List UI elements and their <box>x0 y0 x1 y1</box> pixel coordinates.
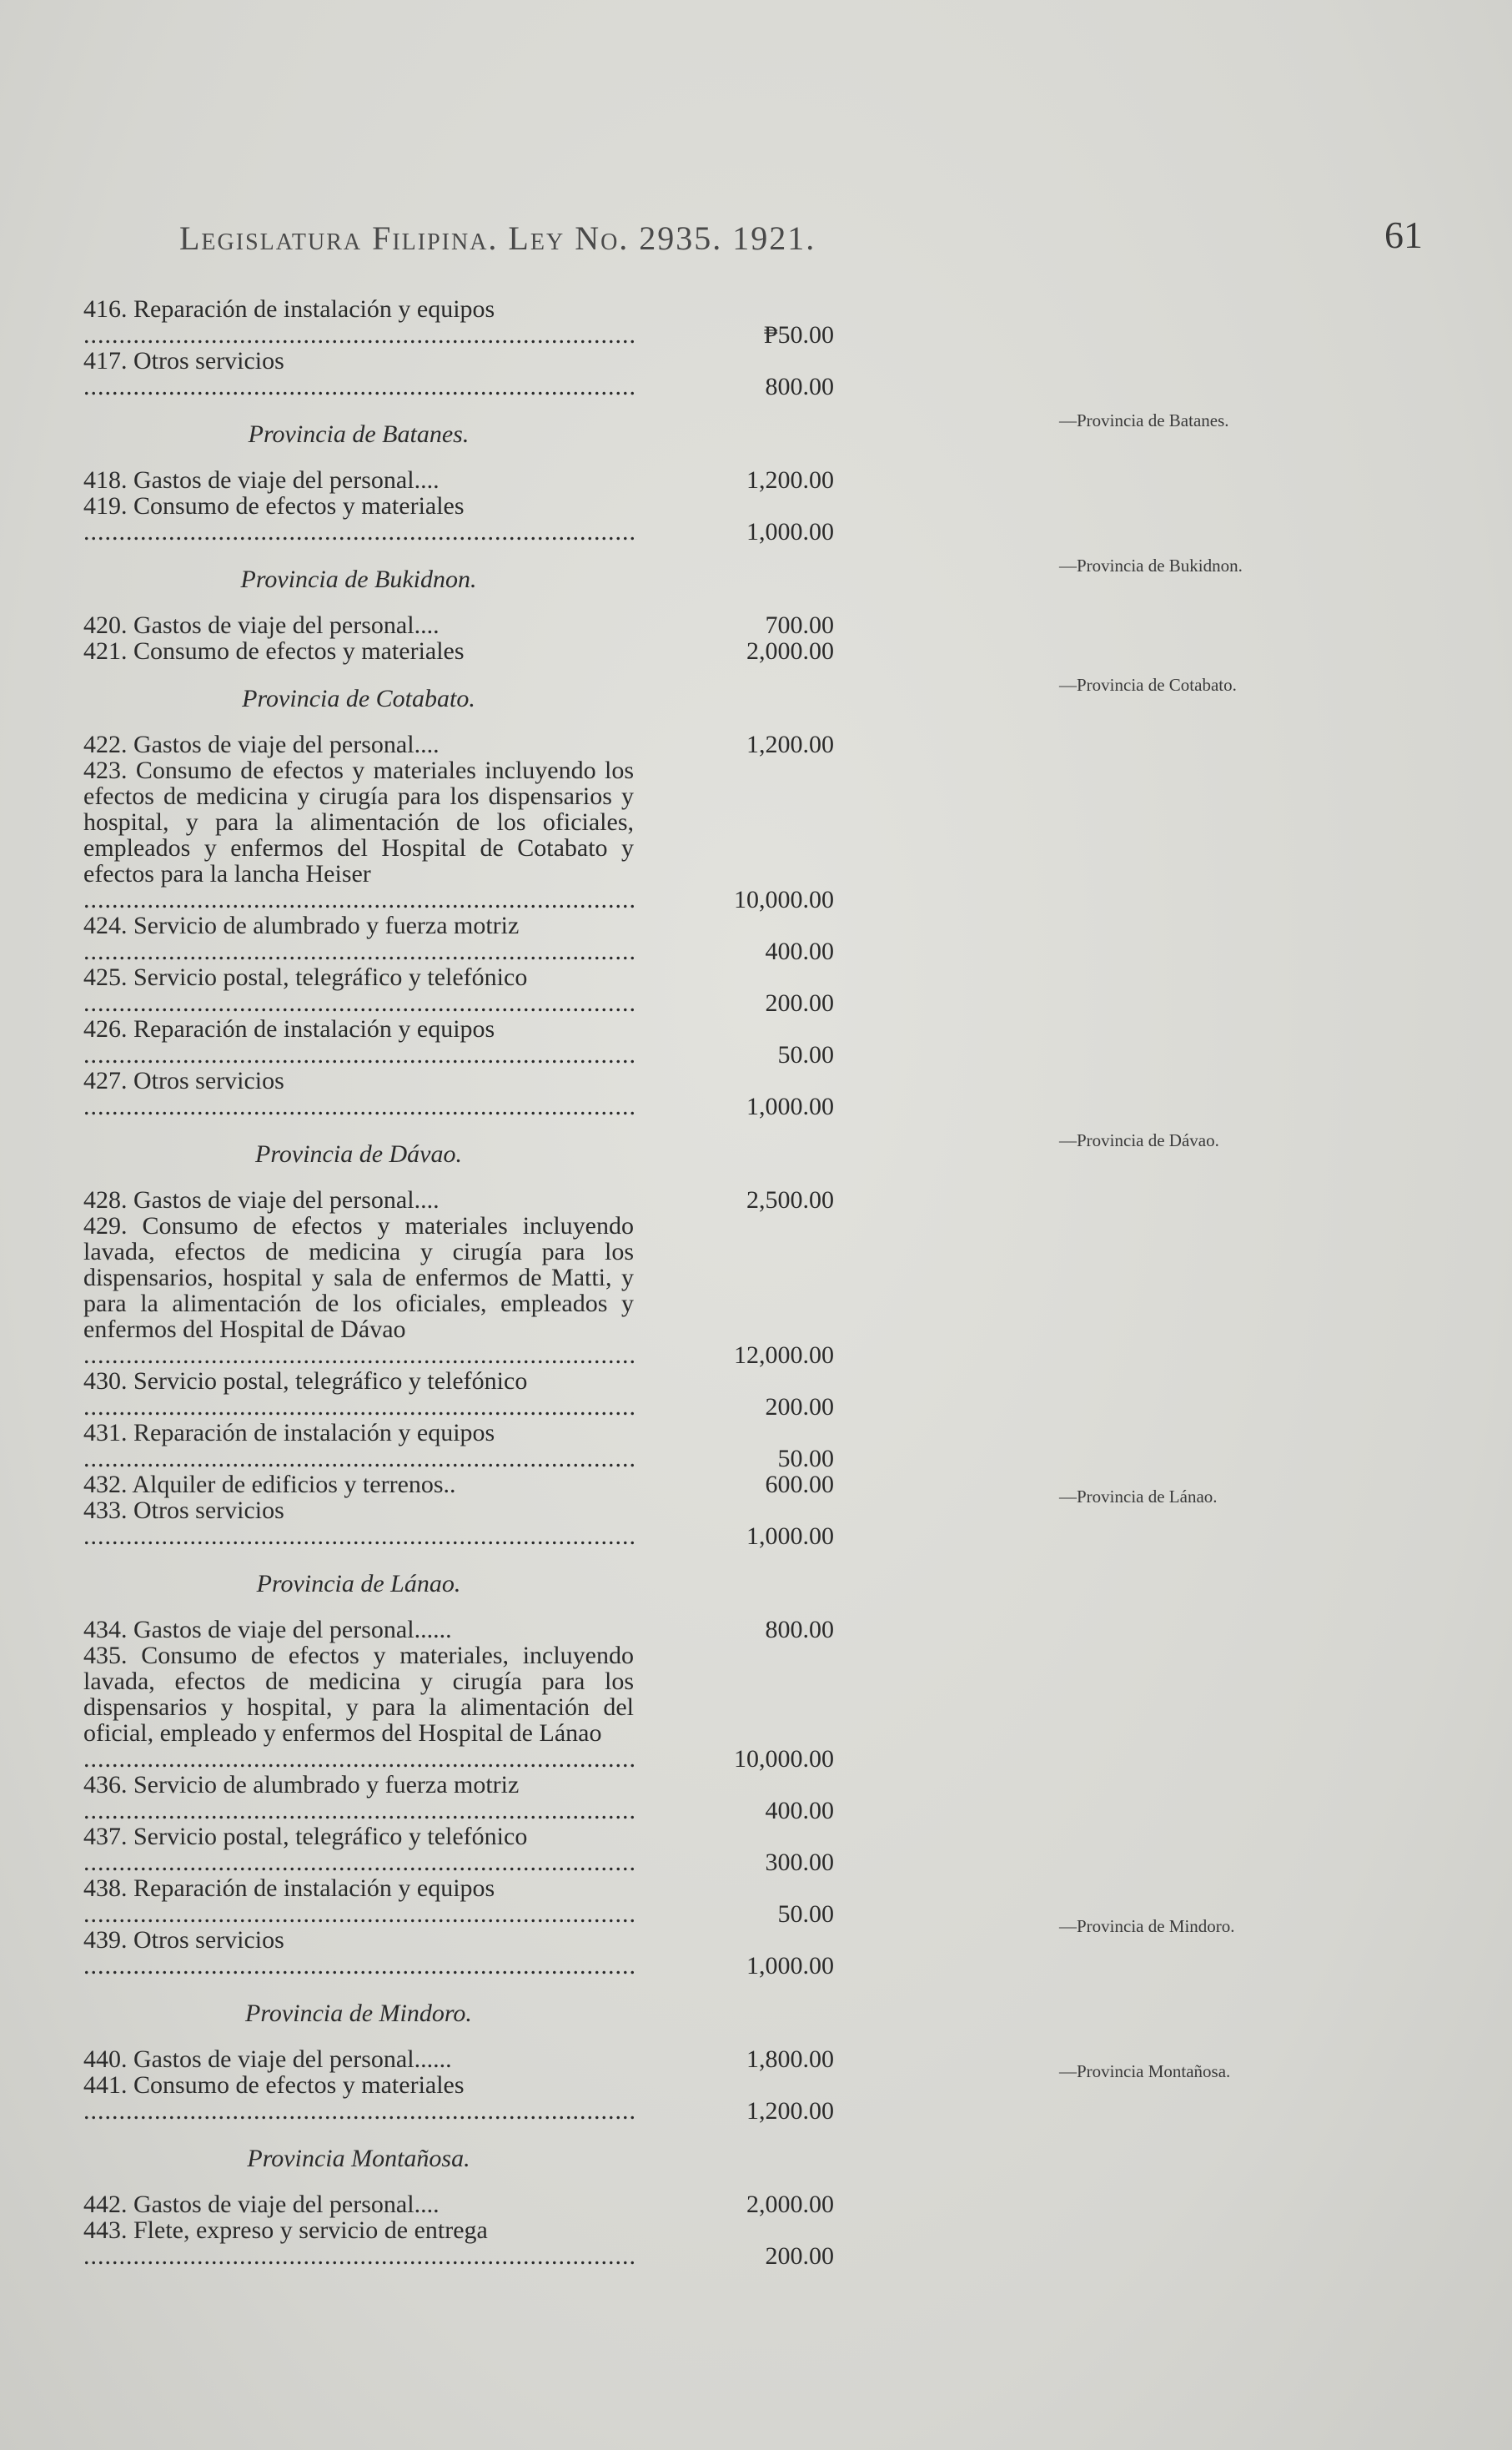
line-item-amount: 800.00 <box>765 1616 834 1643</box>
line-item-amount: 200.00 <box>765 2242 834 2270</box>
line-item-text: 420. Gastos de viaje del personal.... <box>83 611 440 639</box>
dot-leader <box>83 1849 634 1875</box>
line-item <box>83 1643 834 1772</box>
line-item-amount: ₱50.00 <box>763 321 834 349</box>
dot-leader <box>83 1446 634 1472</box>
line-item <box>83 1772 834 1824</box>
line-item-amount: 1,000.00 <box>746 1952 834 1980</box>
line-item <box>83 612 834 638</box>
line-item-amount: 1,000.00 <box>746 1093 834 1120</box>
line-item <box>83 1213 834 1368</box>
line-item <box>83 1368 834 1420</box>
dot-leader <box>83 519 634 545</box>
line-item-text: 437. Servicio postal, telegráfico y telefónico <box>83 1823 528 1850</box>
line-item-amount: 1,200.00 <box>746 731 834 758</box>
line-item-text: 423. Consumo de efectos y materiales incluyendo los efectos de medicina y cirugía para los dispensarios y hospital, y para la alimentación de los oficiales, empleados y enfermos del Hospital de Cotabato y efectos para la lancha Heiser <box>83 757 634 888</box>
line-item-amount: 50.00 <box>777 1445 834 1472</box>
line-item <box>83 1617 834 1643</box>
line-item-amount: 1,800.00 <box>746 2045 834 2073</box>
line-item <box>83 1875 834 1927</box>
section-heading: Provincia Montañosa. <box>247 2145 470 2172</box>
dot-leader <box>83 1394 634 1420</box>
line-item-text: 435. Consumo de efectos y materiales, incluyendo lavada, efectos de medicina y cirugía para los dispensarios y hospital, y para la alimentación del oficial, empleado y enfermos del Hospital de Lánao <box>83 1642 634 1747</box>
line-item-amount: 1,000.00 <box>746 518 834 546</box>
line-item-amount: 50.00 <box>777 1900 834 1928</box>
margin-note: —Provincia de Mindoro. <box>1059 1916 1235 1936</box>
line-item-amount: 600.00 <box>765 1471 834 1498</box>
dot-leader <box>83 1901 634 1927</box>
dot-leader <box>83 374 634 400</box>
line-item <box>83 1420 834 1472</box>
section-heading: Provincia de Mindoro. <box>245 2000 472 2027</box>
line-item-text: 442. Gastos de viaje del personal.... <box>83 2191 440 2218</box>
line-item-amount: 12,000.00 <box>734 1341 834 1369</box>
line-item-text: 429. Consumo de efectos y materiales incluyendo lavada, efectos de medicina y cirugía para los dispensarios, hospital y sala de enfermos de Matti, y para la alimentación de los oficiales, empleados y enfermos del Hospital de Dávao <box>83 1212 634 1343</box>
dot-leader <box>83 1094 634 1119</box>
section-heading: Provincia de Dávao. <box>255 1140 462 1168</box>
running-header: Legislatura Filipina. Ley No. 2935. 1921. <box>179 219 816 257</box>
line-item-text: 426. Reparación de instalación y equipos <box>83 1015 495 1043</box>
line-item-amount: 10,000.00 <box>734 886 834 913</box>
dot-leader <box>83 322 634 348</box>
line-item-amount: 50.00 <box>777 1041 834 1069</box>
line-item-amount: 200.00 <box>765 989 834 1017</box>
line-item-text: 436. Servicio de alumbrado y fuerza motriz <box>83 1771 520 1799</box>
line-item-text: 432. Alquiler de edificios y terrenos.. <box>83 1471 456 1498</box>
line-item <box>83 2072 834 2124</box>
line-item-text: 441. Consumo de efectos y materiales <box>83 2071 465 2099</box>
line-item-text: 416. Reparación de instalación y equipos <box>83 295 495 323</box>
dot-leader <box>83 1746 634 1772</box>
line-item <box>83 1497 834 1549</box>
line-item-amount: 400.00 <box>765 938 834 965</box>
line-item-amount: 2,000.00 <box>746 2191 834 2218</box>
dot-leader <box>83 938 634 964</box>
line-item <box>83 296 834 348</box>
section-heading: Provincia de Batanes. <box>248 420 470 448</box>
line-item <box>83 467 834 493</box>
line-item <box>83 2191 834 2217</box>
line-item-amount: 300.00 <box>765 1849 834 1876</box>
dot-leader <box>83 887 634 913</box>
line-item-amount: 700.00 <box>765 611 834 639</box>
margin-note: —Provincia Montañosa. <box>1059 2061 1231 2081</box>
line-item <box>83 1068 834 1119</box>
dot-leader <box>83 1342 634 1368</box>
page-number: 61 <box>1384 214 1423 256</box>
line-item-text: 425. Servicio postal, telegráfico y telefónico <box>83 963 528 991</box>
line-item <box>83 913 834 964</box>
line-item-amount: 1,000.00 <box>746 1522 834 1550</box>
dot-leader <box>83 1042 634 1068</box>
line-item-amount: 2,000.00 <box>746 637 834 665</box>
line-item-amount: 200.00 <box>765 1393 834 1421</box>
line-item <box>83 2046 834 2072</box>
appropriation-list <box>83 296 834 2269</box>
line-item <box>83 493 834 545</box>
line-item-text: 418. Gastos de viaje del personal.... <box>83 466 440 494</box>
line-item-text: 428. Gastos de viaje del personal.... <box>83 1186 440 1214</box>
line-item-amount: 800.00 <box>765 373 834 400</box>
section-heading: Provincia de Bukidnon. <box>240 566 477 593</box>
line-item <box>83 757 834 913</box>
line-item-text: 443. Flete, expreso y servicio de entrega <box>83 2216 488 2244</box>
margin-note: —Provincia de Lánao. <box>1059 1487 1218 1507</box>
line-item-text: 419. Consumo de efectos y materiales <box>83 492 465 520</box>
dot-leader <box>83 990 634 1016</box>
line-item-amount: 1,200.00 <box>746 466 834 494</box>
line-item <box>83 732 834 757</box>
line-item-amount: 10,000.00 <box>734 1745 834 1773</box>
line-item <box>83 348 834 400</box>
line-item-text: 427. Otros servicios <box>83 1067 284 1094</box>
line-item <box>83 1824 834 1875</box>
line-item <box>83 1472 834 1497</box>
line-item-amount: 2,500.00 <box>746 1186 834 1214</box>
dot-leader <box>83 1798 634 1824</box>
margin-note: —Provincia de Cotabato. <box>1059 675 1237 695</box>
dot-leader <box>83 1953 634 1979</box>
line-item-text: 433. Otros servicios <box>83 1497 284 1524</box>
line-item-text: 430. Servicio postal, telegráfico y telefónico <box>83 1367 528 1395</box>
line-item-text: 438. Reparación de instalación y equipos <box>83 1874 495 1902</box>
line-item-text: 431. Reparación de instalación y equipos <box>83 1419 495 1446</box>
dot-leader <box>83 2243 634 2269</box>
dot-leader <box>83 2098 634 2124</box>
line-item-text: 439. Otros servicios <box>83 1926 284 1954</box>
line-item <box>83 964 834 1016</box>
margin-note: —Provincia de Batanes. <box>1059 410 1229 430</box>
line-item <box>83 1016 834 1068</box>
line-item <box>83 1187 834 1213</box>
line-item-text: 422. Gastos de viaje del personal.... <box>83 731 440 758</box>
line-item-text: 440. Gastos de viaje del personal...... <box>83 2045 452 2073</box>
line-item-amount: 1,200.00 <box>746 2097 834 2125</box>
line-item <box>83 638 834 664</box>
line-item-text: 421. Consumo de efectos y materiales <box>83 637 465 665</box>
line-item-text: 417. Otros servicios <box>83 347 284 375</box>
section-heading: Provincia de Lánao. <box>256 1570 461 1597</box>
section-heading: Provincia de Cotabato. <box>242 685 475 712</box>
line-item-text: 424. Servicio de alumbrado y fuerza motriz <box>83 912 520 939</box>
line-item-amount: 400.00 <box>765 1797 834 1824</box>
margin-note: —Provincia de Dávao. <box>1059 1130 1219 1150</box>
line-item <box>83 2217 834 2269</box>
line-item-text: 434. Gastos de viaje del personal...... <box>83 1616 452 1643</box>
dot-leader <box>83 1523 634 1549</box>
line-item <box>83 1927 834 1979</box>
margin-note: —Provincia de Bukidnon. <box>1059 556 1243 576</box>
